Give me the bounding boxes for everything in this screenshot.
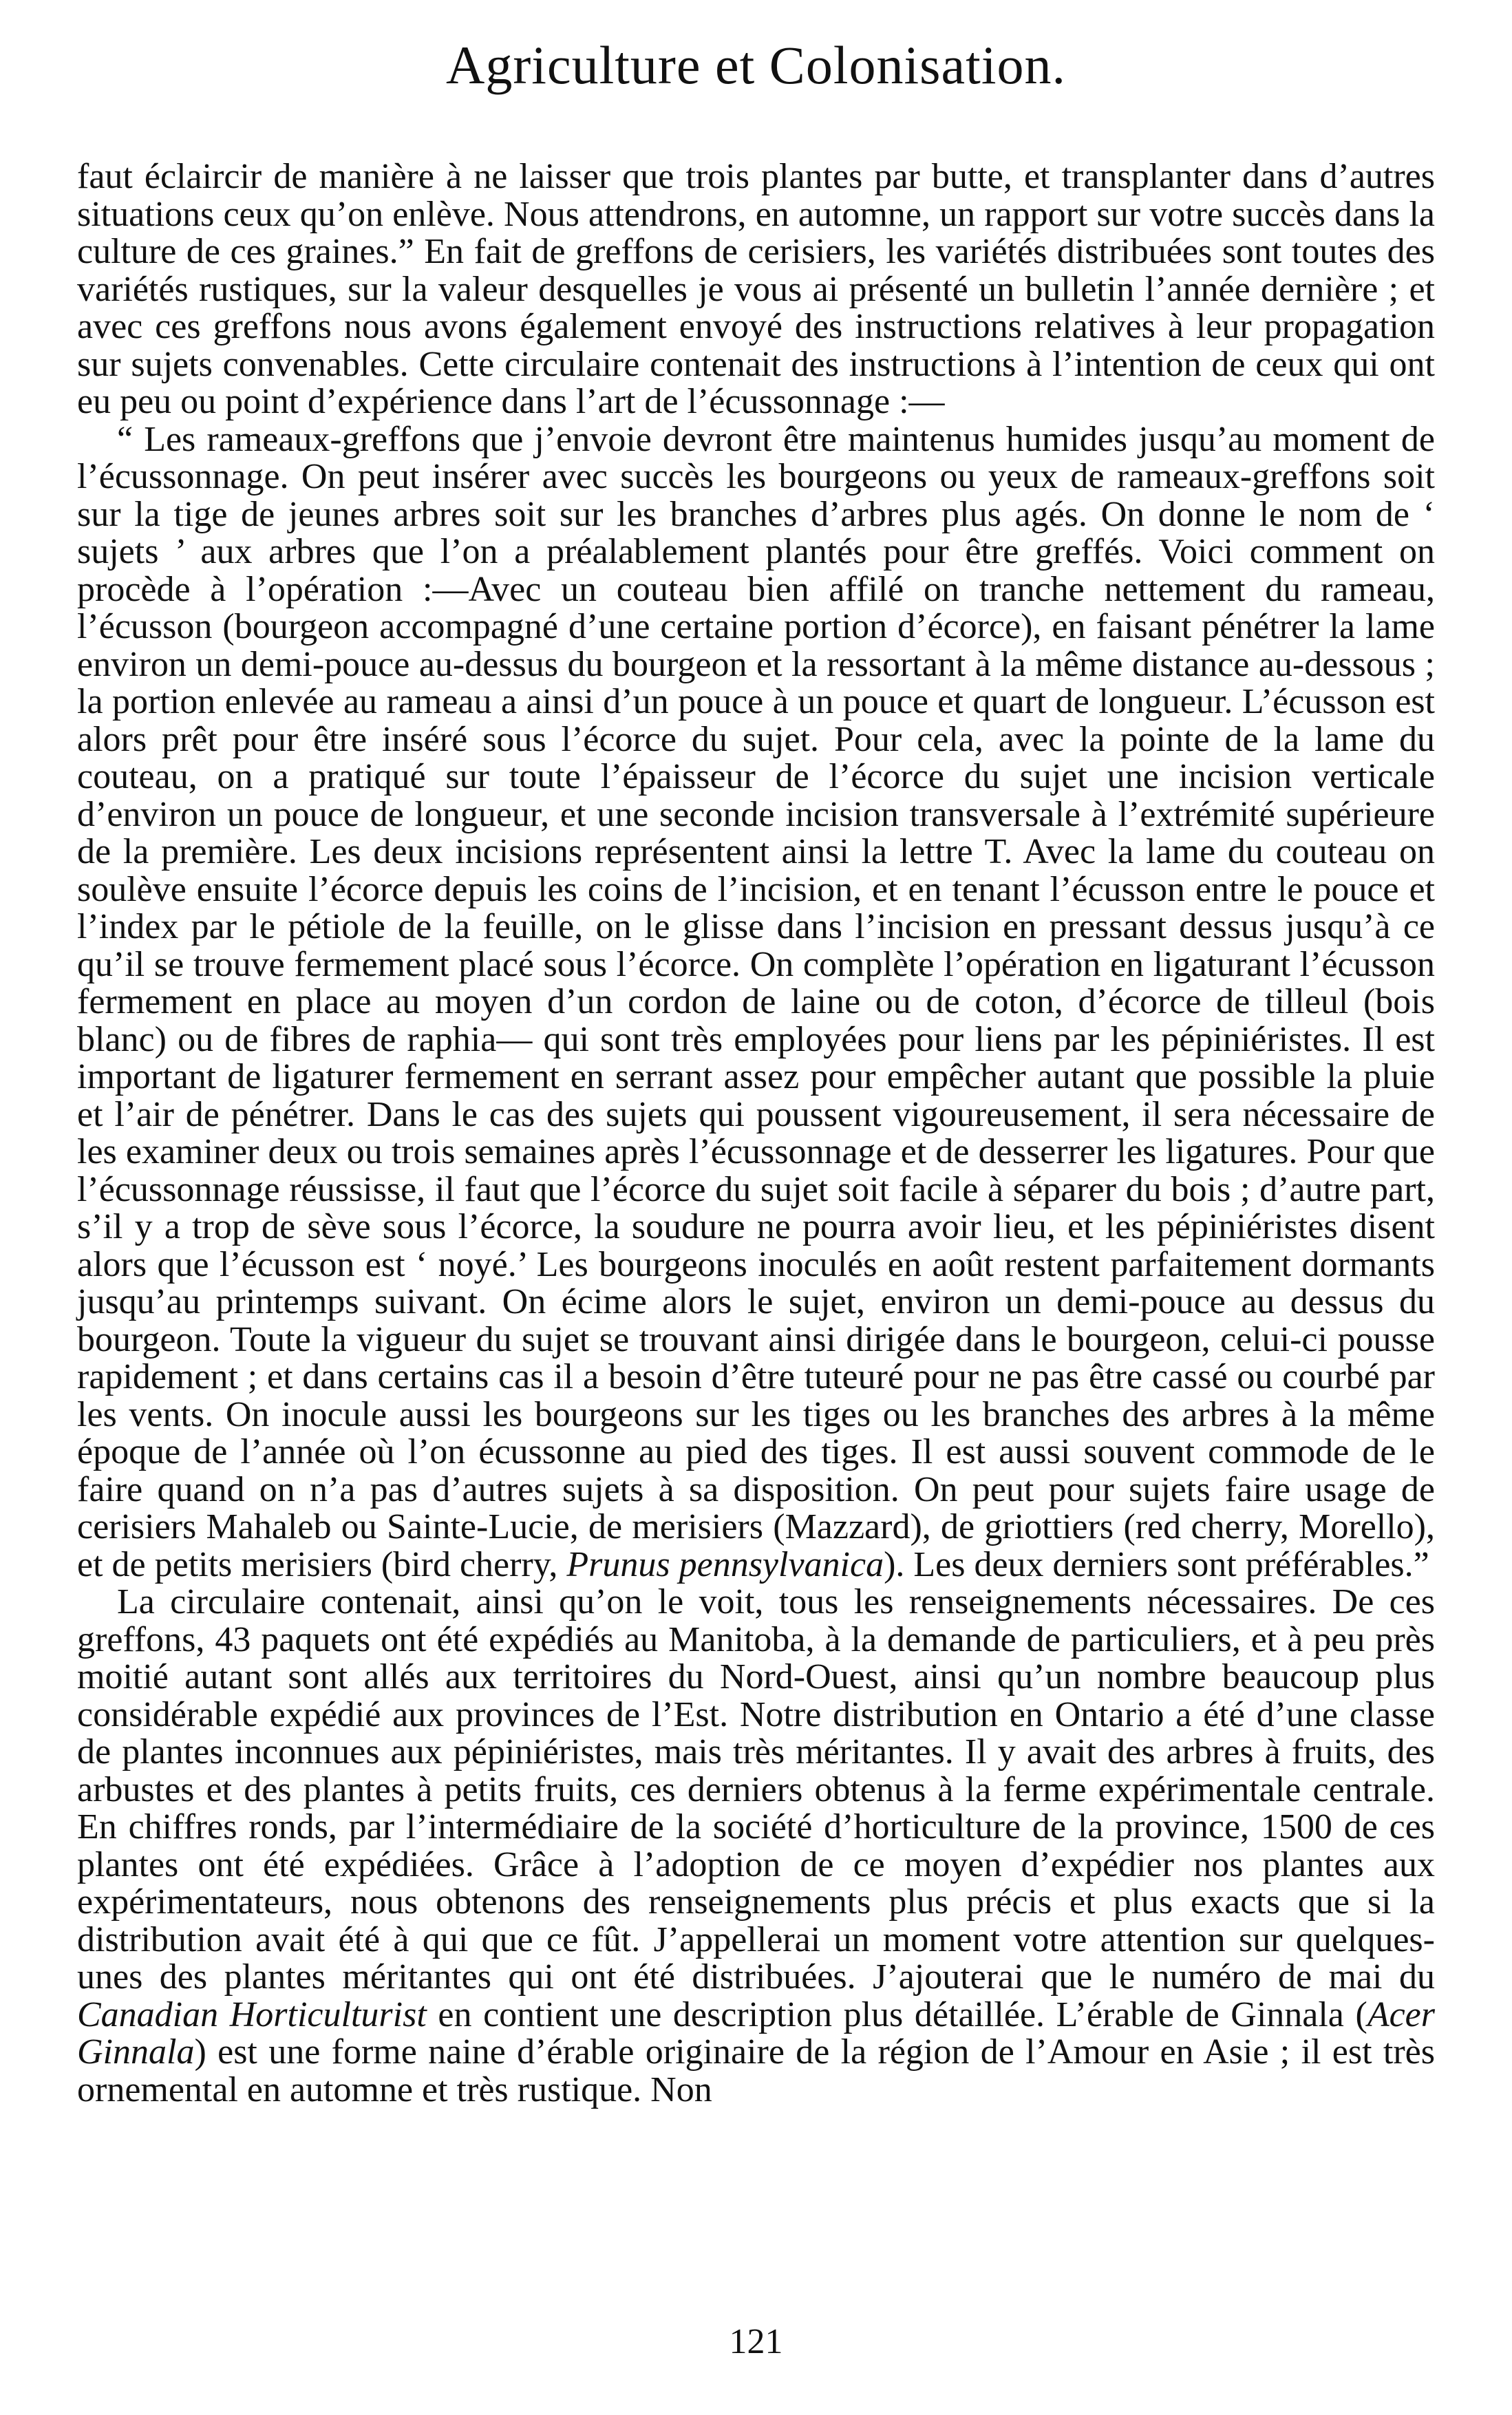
paragraph-1 bbox=[77, 158, 1435, 421]
publication-title: Canadian Horticulturist bbox=[77, 1994, 427, 2034]
paragraph-3-closing-text: ) est une forme naine d’érable originaire de la région de l’Amour en Asie ; il est très ornemental en automne et très rustique. Non bbox=[77, 2032, 1435, 2109]
paragraph-3-text: La circulaire contenait, ainsi qu’on le voit, tous les renseignements nécessaires. De ces greffons, 43 paquets ont été expédiés au Manitoba, à la demande de particuliers, et à peu près moitié autant sont allés aux territoires du Nord-Ouest, ainsi qu’un nombre beaucoup plus considérable expédié aux provinces de l’Est. Notre distribution en Ontario a été d’une classe de plantes inconnues aux pépiniéristes, mais très méritantes. Il y avait des arbres à fruits, des arbustes et des plantes à petits fruits, ces derniers obtenus à la ferme expérimentale centrale. En chiffres ronds, par l’intermédiaire de la société d’horticulture de la province, 1500 de ces plantes ont été expédiées. Grâce à l’adoption de ce moyen d’expédier nos plantes aux expérimentateurs, nous obtenons des renseignements plus précis et plus exacts que si la distribution avait été à qui que ce fût. J’appellerai un moment votre attention sur quelques-unes des plantes méritantes qui ont été distribuées. J’ajouterai que le numéro de mai du bbox=[77, 1582, 1435, 1997]
paragraph-3 bbox=[77, 1584, 1435, 2109]
page-number: 121 bbox=[729, 2322, 783, 2361]
paragraph-2-closing-text: ). Les deux derniers sont préférables.” bbox=[884, 1544, 1429, 1584]
latin-species-name: Acer Ginnala bbox=[77, 1994, 1435, 2072]
running-header-title: Agriculture et Colonisation. bbox=[445, 35, 1066, 95]
paragraph-1-text: faut éclaircir de manière à ne laisser que trois plantes par butte, et transplanter dans d’autres situations ceux qu’on enlève. Nous attendrons, en automne, un rapport sur votre succès dans la culture de ces graines.” En fait de greffons de cerisiers, les variétés distribuées sont toutes des variétés rustiques, sur la valeur desquelles je vous ai présenté un bulletin l’année dernière ; et avec ces greffons nous avons également envoyé des instructions relatives à leur propagation sur sujets convenables. Cette circulaire contenait des instructions à l’intention de ceux qui ont eu peu ou point d’expérience dans l’art de l’écussonnage :— bbox=[77, 157, 1435, 421]
latin-species-name: Prunus pennsylvanica bbox=[566, 1544, 884, 1584]
paragraph-2-text: “ Les rameaux-greffons que j’envoie devront être maintenus humides jusqu’au moment de l’écussonnage. On peut insérer avec succès les bourgeons ou yeux de rameaux-greffons soit sur la tige de jeunes arbres soit sur les branches d’arbres plus agés. On donne le nom de ‘ sujets ’ aux arbres que l’on a préalablement plantés pour être greffés. Voici comment on procède à l’opération :—Avec un couteau bien affilé on tranche nettement du rameau, l’écusson (bourgeon accompagné d’une certaine portion d’écorce), en faisant pénétrer la lame environ un demi-pouce au-dessus du bourgeon et la ressortant à la même distance au-dessous ; la portion enlevée au rameau a ainsi d’un pouce à un pouce et quart de longueur. L’écusson est alors prêt pour être inséré sous l’écorce du sujet. Pour cela, avec la pointe de la lame du couteau, on a pratiqué sur toute l’épaisseur de l’écorce du sujet une incision verticale d’environ un pouce de longueur, et une seconde incision transversale à l’extrémité supérieure de la première. Les deux incisions représentent ainsi la lettre T. Avec la lame du couteau on soulève ensuite l’écorce depuis les coins de l’incision, et en tenant l’écusson entre le pouce et l’index par le pétiole de la feuille, on le glisse dans l’incision en pressant dessus jusqu’à ce qu’il se trouve fermement placé sous l’écorce. On complète l’opération en ligaturant l’écusson fermement en place au moyen d’un cordon de laine ou de coton, d’écorce de tilleul (bois blanc) ou de fibres de raphia— qui sont très employées pour liens par les pépiniéristes. Il est important de ligaturer fermement en serrant assez pour empêcher autant que possible la pluie et l’air de pénétrer. Dans le cas des sujets qui poussent vigoureusement, il sera nécessaire de les examiner deux ou trois semaines après l’écussonnage et de desserrer les ligatures. Pour que l’écussonnage réussisse, il faut que l’écorce du sujet soit facile à séparer du bois ; d’autre part, s’il y a trop de sève sous l’écorce, la soudure ne pourra avoir lieu, et les pépiniéristes disent alors que l’écusson est ‘ noyé.’ Les bourgeons inoculés en août restent parfaitement dormants jusqu’au printemps suivant. On écime alors le sujet, environ un demi-pouce au dessus du bourgeon. Toute la vigueur du sujet se trouvant ainsi dirigée dans le bourgeon, celui-ci pousse rapidement ; et dans certains cas il a besoin d’être tuteuré pour ne pas être cassé ou courbé par les vents. On inocule aussi les bourgeons sur les tiges ou les branches des arbres à la même époque de l’année où l’on écussonne au pied des tiges. Il est aussi souvent commode de le faire quand on n’a pas d’autres sujets à sa disposition. On peut pour sujets faire usage de cerisiers Mahaleb ou Sainte-Lucie, de merisiers (Mazzard), de griottiers (red cherry, Morello), et de petits merisiers (bird cherry, bbox=[77, 419, 1435, 1584]
paragraph-2-circular-quote bbox=[77, 421, 1435, 1584]
body-text bbox=[77, 158, 1435, 2109]
paragraph-3-text-cont: en contient une description plus détaillée. L’érable de Ginnala ( bbox=[426, 1994, 1367, 2034]
